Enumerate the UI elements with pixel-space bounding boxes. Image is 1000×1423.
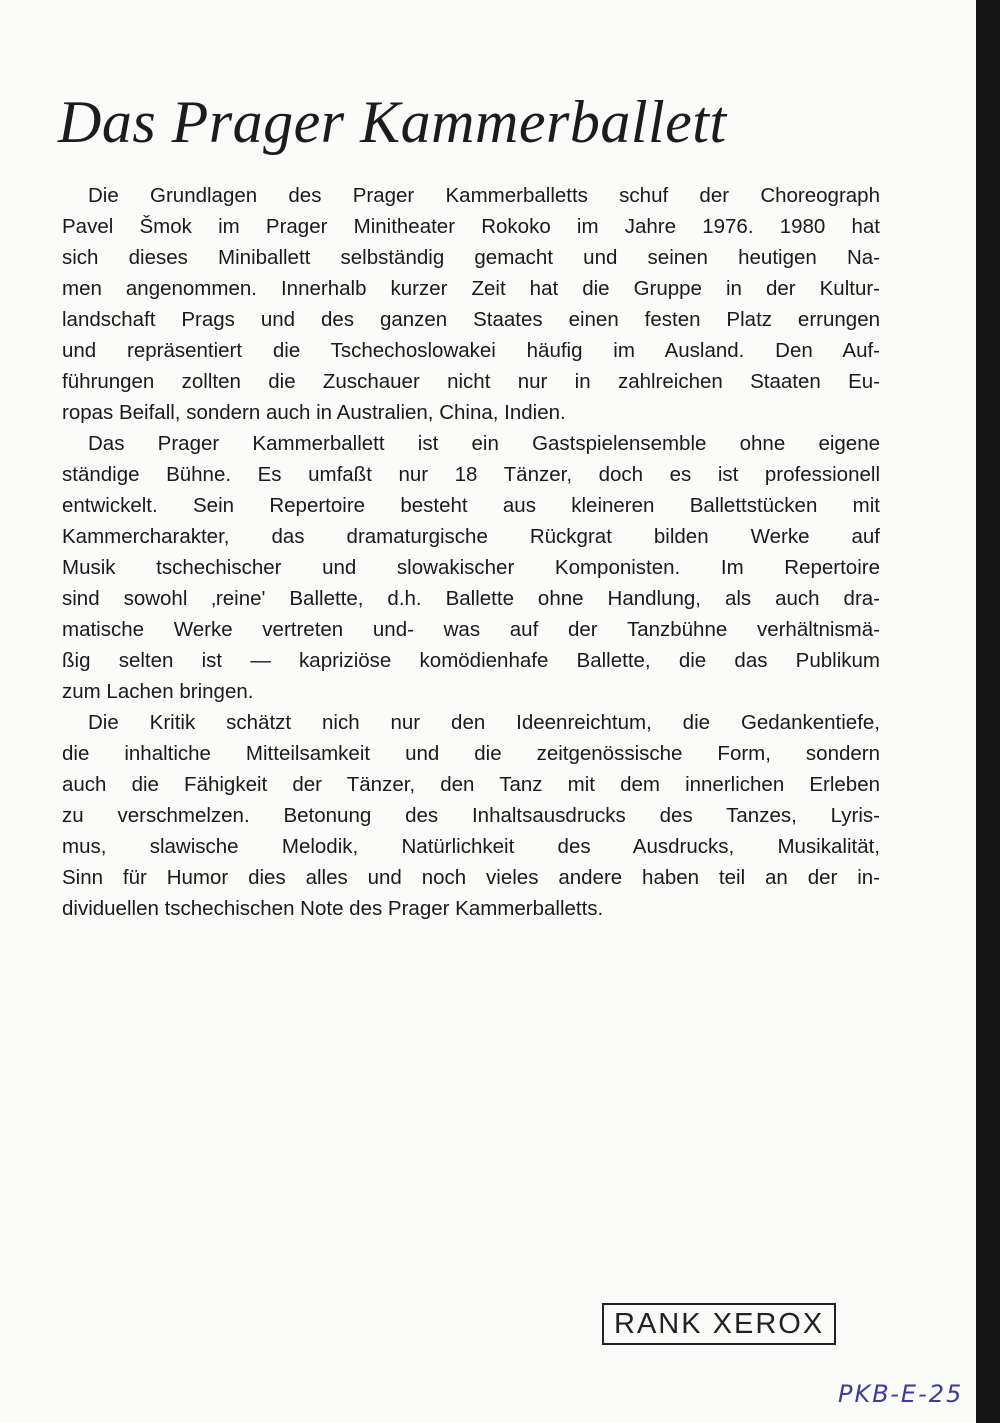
text-line: auch die Fähigkeit der Tänzer, den Tanz mit dem innerlichen Erleben	[62, 773, 880, 796]
text-line: Musik tschechischer und slowakischer Komponisten. Im Repertoire	[62, 556, 880, 579]
text-line: und repräsentiert die Tschechoslowakei häufig im Ausland. Den Auf-	[62, 339, 880, 362]
text-line: zu verschmelzen. Betonung des Inhaltsausdrucks des Tanzes, Lyris-	[62, 804, 880, 827]
scan-border	[976, 0, 1000, 1423]
rank-xerox-stamp: RANK XEROX	[602, 1303, 836, 1345]
text-line: Pavel Šmok im Prager Minitheater Rokoko im Jahre 1976. 1980 hat	[62, 215, 880, 238]
page-title: Das Prager Kammerballett	[58, 89, 727, 155]
text-line: die inhaltiche Mitteilsamkeit und die zeitgenössische Form, sondern	[62, 742, 880, 765]
handwritten-reference: PKB-E-25	[838, 1380, 964, 1408]
text-line: landschaft Prags und des ganzen Staates einen festen Platz errungen	[62, 308, 880, 331]
text-line: ropas Beifall, sondern auch in Australien, China, Indien.	[62, 401, 566, 424]
article-body	[62, 180, 880, 924]
text-line: führungen zollten die Zuschauer nicht nur in zahlreichen Staaten Eu-	[62, 370, 880, 393]
text-line: ßig selten ist — kapriziöse komödienhafe Ballette, die das Publikum	[62, 649, 880, 672]
text-line: sind sowohl ‚reine' Ballette, d.h. Ballette ohne Handlung, als auch dra-	[62, 587, 880, 610]
text-line: matische Werke vertreten und- was auf der Tanzbühne verhältnismä-	[62, 618, 880, 641]
text-line: sich dieses Miniballett selbständig gemacht und seinen heutigen Na-	[62, 246, 880, 269]
text-line: Die Grundlagen des Prager Kammerballetts schuf der Choreograph	[88, 184, 880, 207]
text-line: men angenommen. Innerhalb kurzer Zeit hat die Gruppe in der Kultur-	[62, 277, 880, 300]
text-line: Das Prager Kammerballett ist ein Gastspielensemble ohne eigene	[88, 432, 880, 455]
text-line: Kammercharakter, das dramaturgische Rückgrat bilden Werke auf	[62, 525, 880, 548]
text-line: dividuellen tschechischen Note des Prager Kammerballetts.	[62, 897, 604, 920]
text-line: mus, slawische Melodik, Natürlichkeit des Ausdrucks, Musikalität,	[62, 835, 880, 858]
text-line: entwickelt. Sein Repertoire besteht aus kleineren Ballettstücken mit	[62, 494, 880, 517]
text-line: Sinn für Humor dies alles und noch vieles andere haben teil an der in-	[62, 866, 880, 889]
text-line: ständige Bühne. Es umfaßt nur 18 Tänzer, doch es ist professionell	[62, 463, 880, 486]
text-line: Die Kritik schätzt nich nur den Ideenreichtum, die Gedankentiefe,	[88, 711, 880, 734]
text-line: zum Lachen bringen.	[62, 680, 254, 703]
